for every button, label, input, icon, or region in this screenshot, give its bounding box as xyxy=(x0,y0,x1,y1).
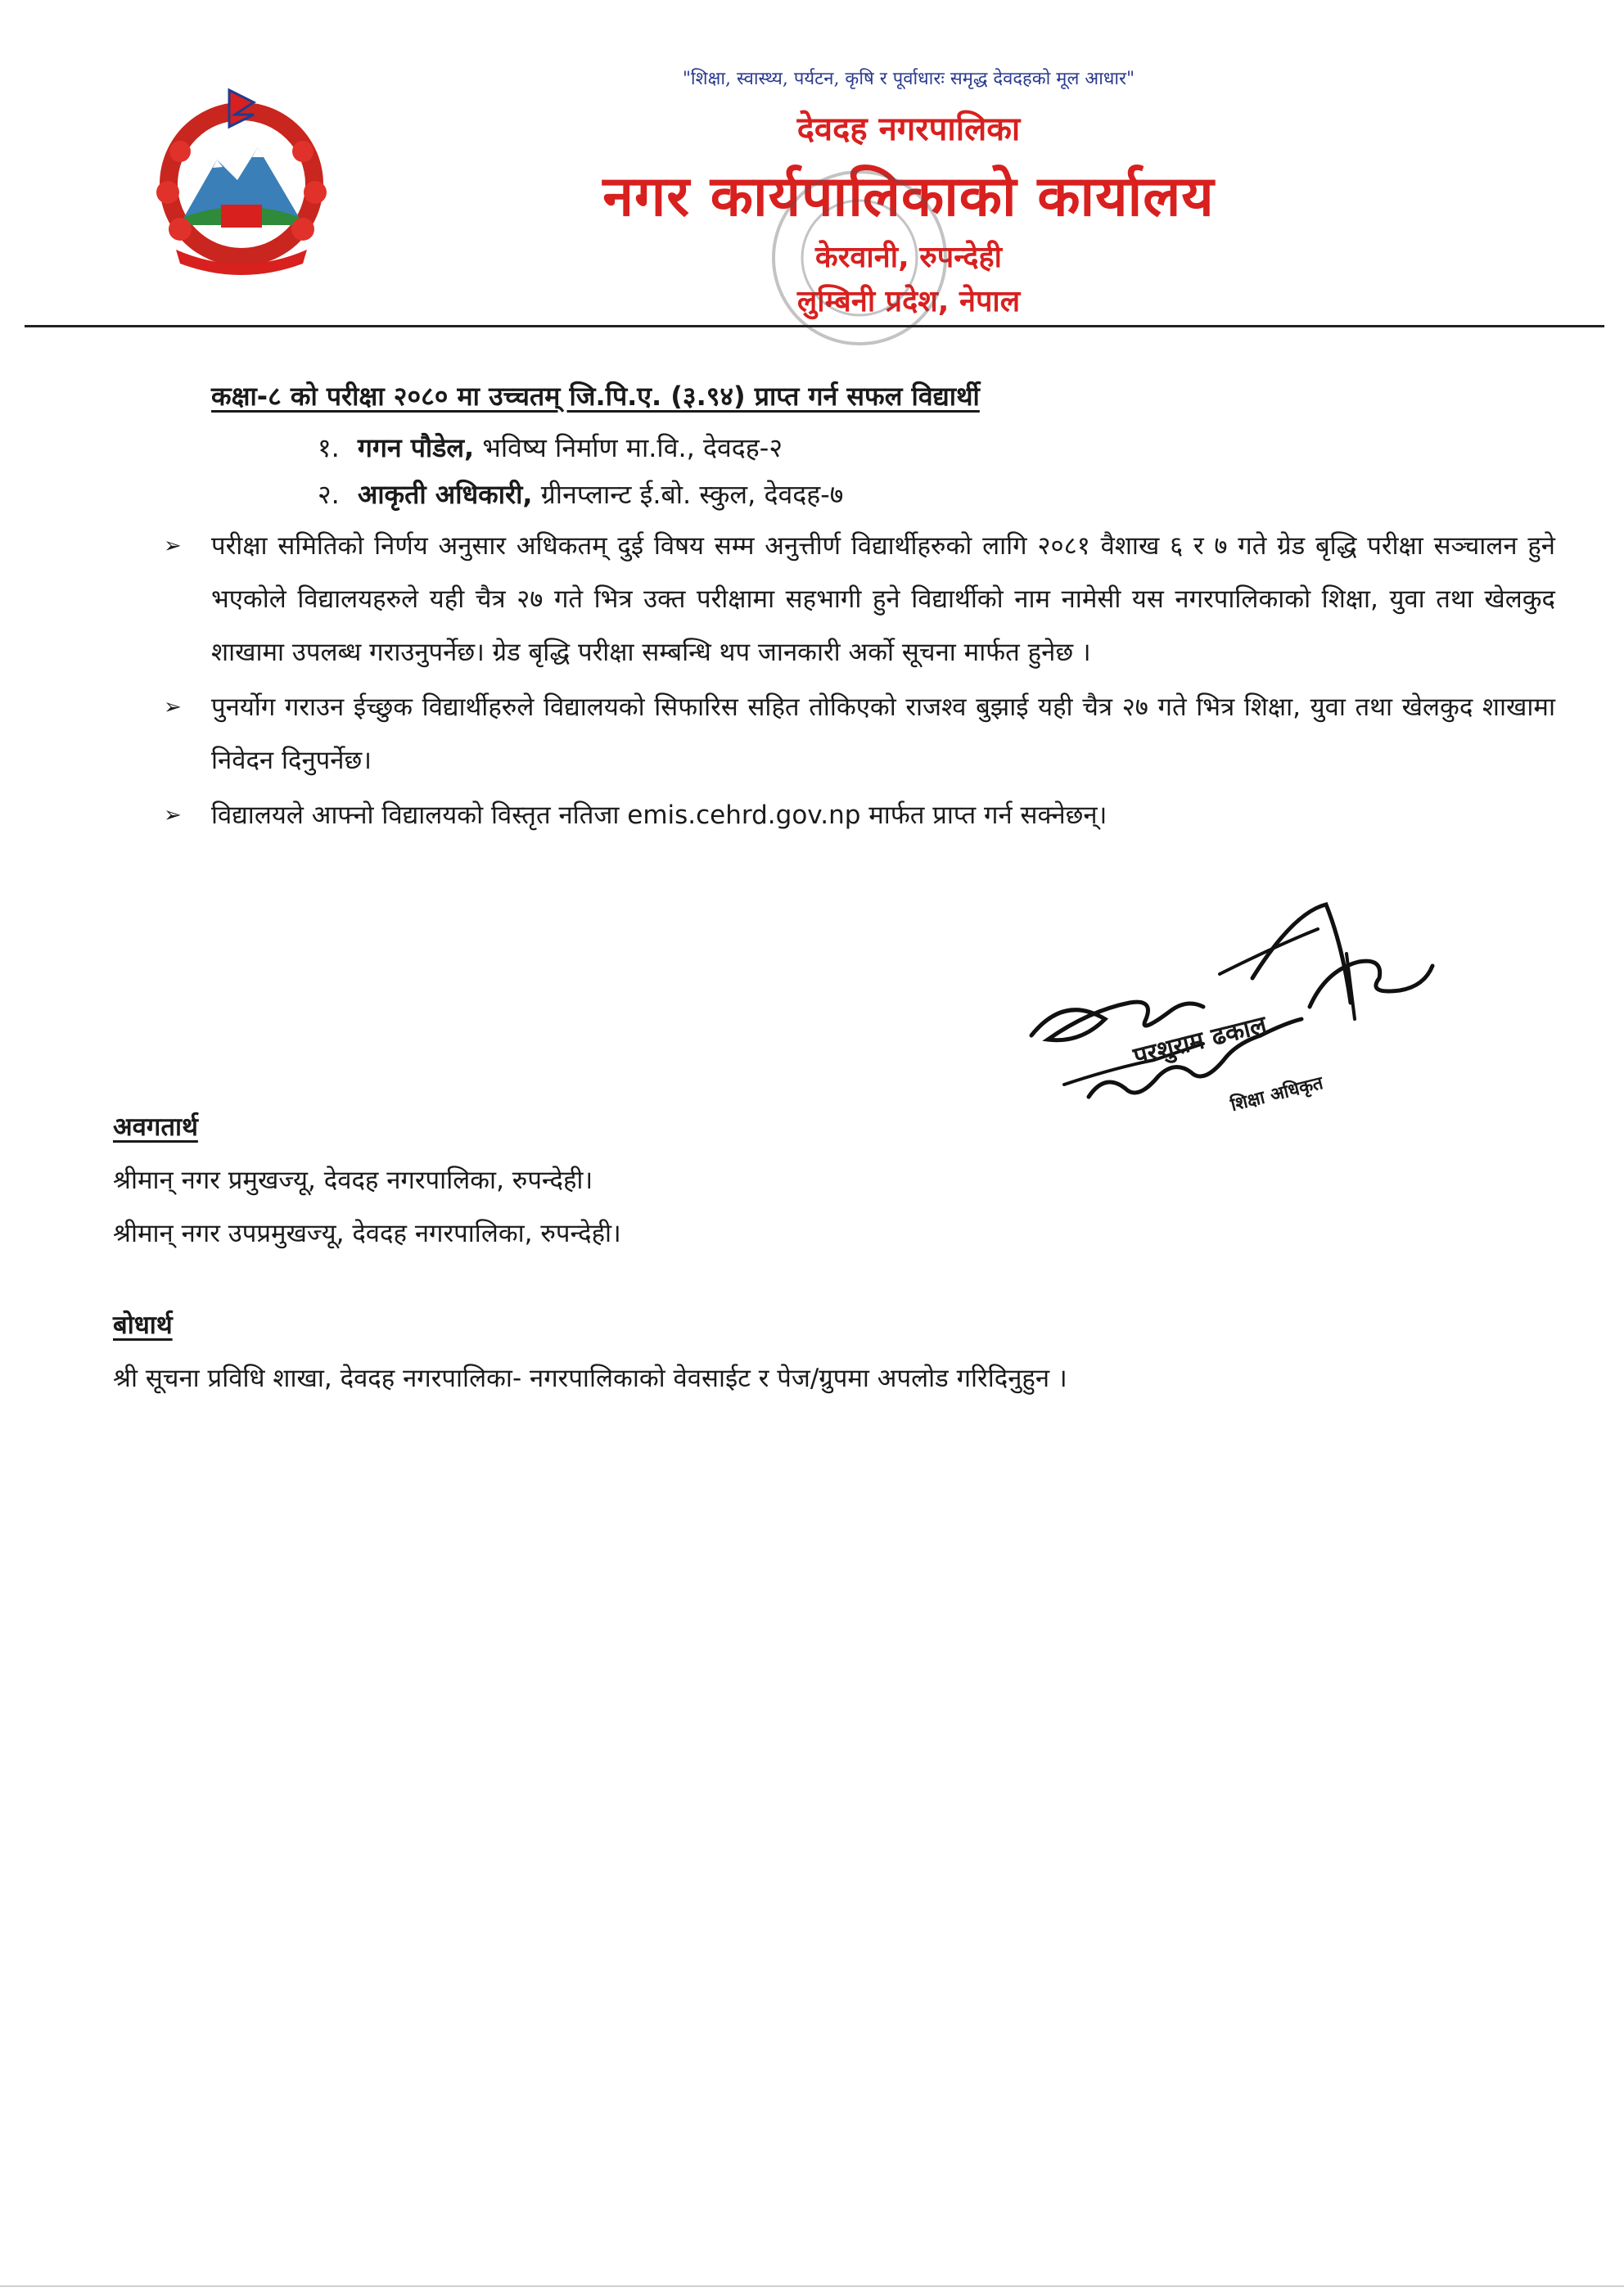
municipality-slogan: "शिक्षा, स्वास्थ्य, पर्यटन, कृषि र पूर्वाधारः समृद्ध देवदहको मूल आधार" xyxy=(682,69,1135,89)
student-row xyxy=(318,430,783,465)
signatory-name: परशुराम ढकाल xyxy=(1130,1010,1270,1071)
office-title: नगर कार्यपालिकाको कार्यालय xyxy=(602,165,1215,229)
address-line-1: केरवानी, रुपन्देही xyxy=(815,241,1002,274)
notice-point-text: विद्यालयले आफ्नो विद्यालयको विस्तृत नतिजा emis.cehrd.gov.np मार्फत प्राप्त गर्न सक्नेछन्। xyxy=(211,801,1107,830)
notice-point-text: पुनर्योग गराउन ईच्छुक विद्यार्थीहरुले विद्यालयको सिफारिस सहित तोकिएको राजश्व बुझाई यही चैत्र २७ गते भित्र शिक्षा, युवा तथा खेलकुद शाखामा निवेदन दिनुपर्नेछ। xyxy=(211,692,1555,775)
student-number: २. xyxy=(318,479,340,510)
header-divider xyxy=(25,325,1604,327)
arrowhead-bullet-icon: ➢ xyxy=(164,803,182,828)
student-school: ग्रीनप्लान्ट ई.बो. स्कुल, देवदह-७ xyxy=(532,479,844,510)
notice-point-text: परीक्षा समितिको निर्णय अनुसार अधिकतम् दुई विषय सम्म अनुत्तीर्ण विद्यार्थीहरुको लागि २०८१ वैशाख ६ र ७ गते ग्रेड बृद्धि परीक्षा सञ्चालन हुने भएकोले विद्यालयहरुले यही चैत्र २७ गते भित्र उक्त परीक्षामा सहभागी हुने विद्यार्थीको नाम नामेसी यस नगरपालिकाको शिक्षा, युवा तथा खेलकुद शाखामा उपलब्ध गराउनुपर्नेछ। ग्रेड बृद्धि परीक्षा सम्बन्धि थप जानकारी अर्को सूचना मार्फत हुनेछ । xyxy=(211,531,1555,667)
notice-point xyxy=(164,789,1555,842)
office-seal-icon xyxy=(765,164,954,352)
student-number: १. xyxy=(318,432,340,463)
municipality-name: देवदह नगरपालिका xyxy=(796,111,1021,148)
cc-action-label: बोधार्थ xyxy=(113,1310,173,1340)
arrowhead-bullet-icon: ➢ xyxy=(164,695,182,719)
notice-point xyxy=(164,520,1555,679)
student-row xyxy=(318,476,843,512)
page-bottom-edge xyxy=(0,2285,1624,2287)
signatory-title: शिक्षा अधिकृत xyxy=(1228,1072,1325,1116)
cc-action-line: श्री सूचना प्रविधि शाखा, देवदह नगरपालिका- नगरपालिकाको वेवसाईट र पेज/ग्रुपमा अपलोड गरिदिनुहुन । xyxy=(113,1364,1067,1393)
arrowhead-bullet-icon: ➢ xyxy=(164,534,182,558)
notice-point xyxy=(164,681,1555,787)
cc-info-line: श्रीमान् नगर उपप्रमुखज्यू, देवदह नगरपालिका, रुपन्देही। xyxy=(113,1219,621,1248)
notice-points xyxy=(164,520,1555,844)
student-school: भविष्य निर्माण मा.वि., देवदह-२ xyxy=(474,432,783,463)
cc-info-line: श्रीमान् नगर प्रमुखज्यू, देवदह नगरपालिका, रुपन्देही। xyxy=(113,1166,593,1195)
cc-info-label: अवगतार्थ xyxy=(113,1112,198,1142)
student-name: आकृती अधिकारी, xyxy=(357,479,533,510)
nepal-coat-of-arms-icon xyxy=(143,82,340,278)
address-line-2: लुम्बिनी प्रदेश, नेपाल xyxy=(796,285,1021,318)
notice-heading: कक्षा-८ को परीक्षा २०८० मा उच्चतम् जि.पि.ए. (३.९४) प्राप्त गर्न सफल विद्यार्थी xyxy=(211,381,980,412)
student-name: गगन पौडेल, xyxy=(357,432,475,463)
